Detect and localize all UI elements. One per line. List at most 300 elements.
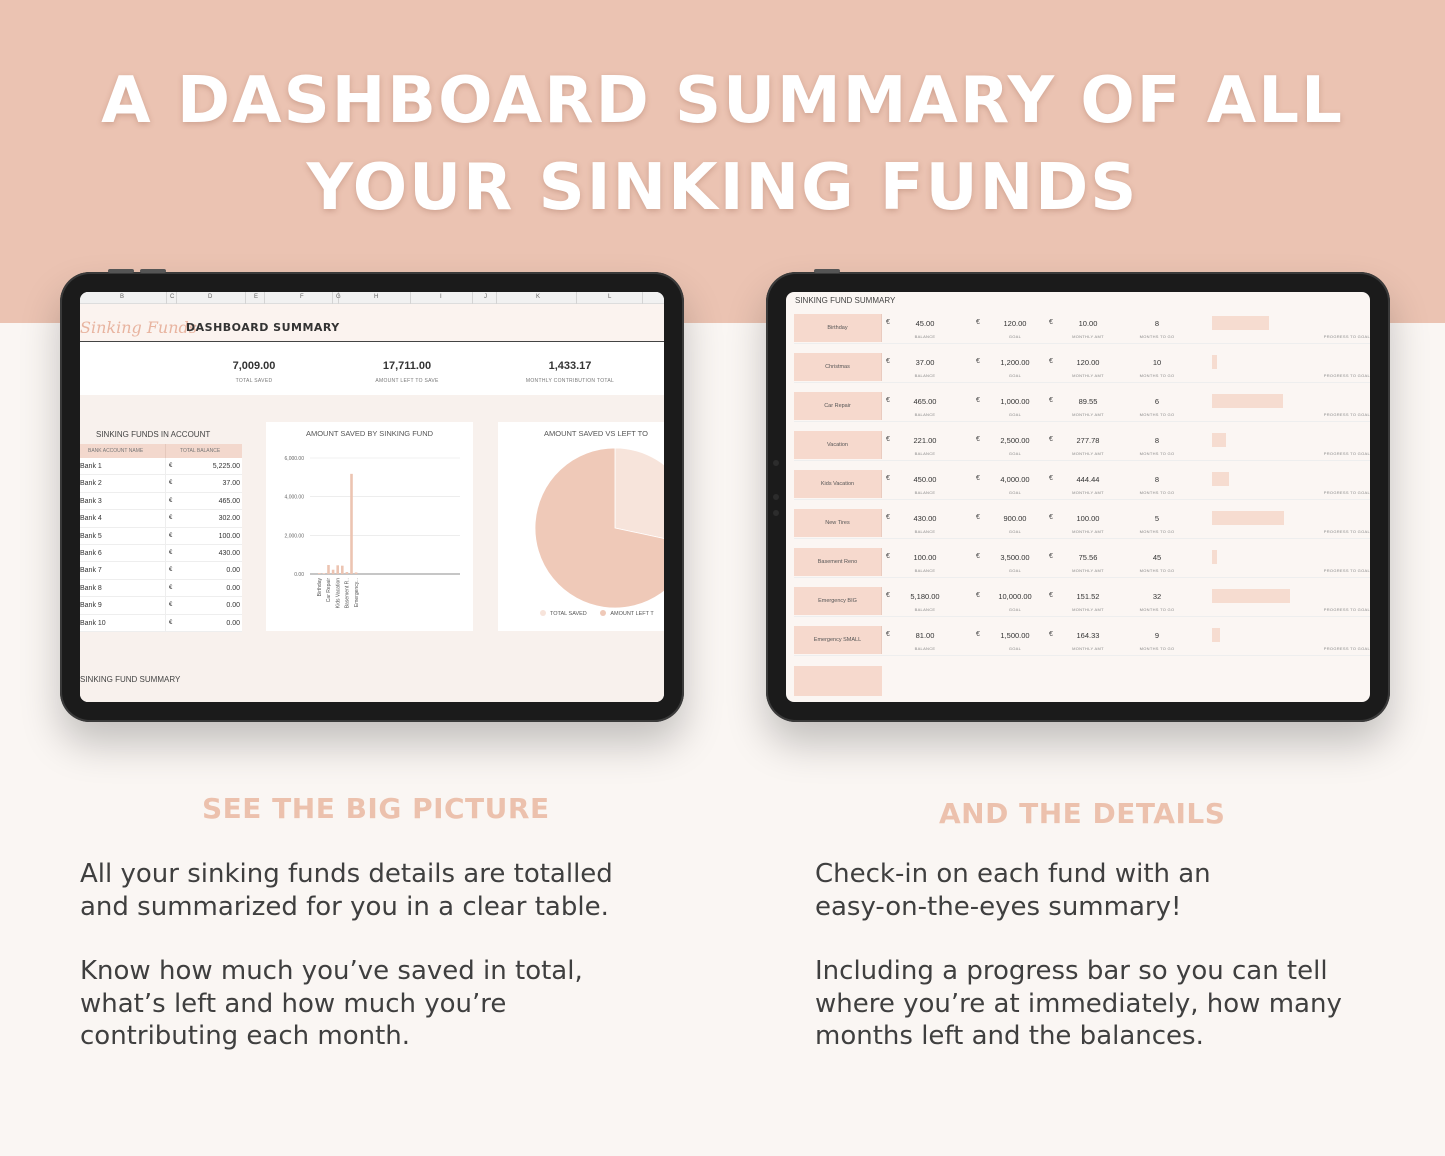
bar	[323, 573, 326, 574]
bar	[332, 570, 335, 574]
months-label: MONTHS TO GO	[1139, 451, 1175, 456]
headline	[0, 58, 1445, 232]
column-letter: B	[120, 294, 125, 300]
progress-fill	[1212, 511, 1284, 525]
camera-dot	[773, 510, 779, 516]
bank-name: Bank 4	[80, 510, 166, 526]
accounts-table	[80, 428, 242, 632]
balance-label: BALANCE	[914, 373, 936, 378]
currency-symbol: €	[886, 358, 890, 365]
progress-bar	[1212, 433, 1362, 447]
accounts-title: SINKING FUNDS IN ACCOUNT	[96, 430, 211, 439]
balance-cell	[886, 626, 956, 656]
months-value: 8	[1154, 475, 1160, 484]
currency-symbol: €	[886, 436, 890, 443]
pie-legend	[540, 610, 654, 617]
goal-cell	[976, 626, 1046, 656]
column-letter: L	[608, 294, 612, 300]
currency-symbol: €	[886, 592, 890, 599]
dashboard-title: DASHBOARD SUMMARY	[186, 321, 340, 334]
column-letter: I	[440, 294, 442, 300]
balance-label: BALANCE	[914, 568, 936, 573]
fund-row	[794, 353, 1370, 383]
currency-symbol: €	[1049, 436, 1053, 443]
currency-symbol: €	[976, 397, 980, 404]
table-row	[80, 510, 242, 527]
y-tick-label: 6,000.00	[284, 456, 304, 462]
currency-symbol: €	[1049, 592, 1053, 599]
bank-name: Bank 2	[80, 475, 166, 491]
progress-label: PROGRESS TO GOAL	[1323, 451, 1370, 456]
text-line: easy-on-the-eyes summary!	[815, 891, 1182, 922]
goal-label: GOAL	[1008, 646, 1022, 651]
progress-bar	[1212, 316, 1362, 330]
bank-balance: 0.00	[226, 567, 240, 575]
months-value: 10	[1152, 358, 1162, 367]
currency-symbol: €	[1049, 514, 1053, 521]
goal-cell	[976, 431, 1046, 461]
monthly-label: MONTHLY AMT	[1072, 412, 1104, 417]
y-tick-label: 4,000.00	[284, 494, 304, 501]
right-paragraph-1	[815, 858, 1211, 923]
currency-symbol: €	[169, 463, 173, 469]
camera-dot	[773, 460, 779, 466]
table-row	[80, 562, 242, 579]
monthly-value: 444.44	[1076, 475, 1100, 484]
progress-fill	[1212, 628, 1220, 642]
currency-symbol: €	[886, 397, 890, 404]
currency-symbol: €	[976, 553, 980, 560]
months-cell	[1118, 431, 1188, 461]
currency-symbol: €	[976, 436, 980, 443]
balance-label: BALANCE	[914, 646, 936, 651]
currency-symbol: €	[886, 553, 890, 560]
currency-symbol: €	[976, 358, 980, 365]
monthly-cell	[1049, 353, 1119, 383]
legend-label: TOTAL SAVED	[550, 611, 587, 617]
months-cell	[1118, 353, 1188, 383]
months-cell	[1118, 392, 1188, 422]
currency-symbol: €	[169, 532, 173, 539]
pie-chart-panel	[498, 422, 664, 631]
currency-symbol: €	[976, 319, 980, 326]
y-tick-label: 0.00	[294, 572, 304, 578]
currency-symbol: €	[886, 631, 890, 638]
balance-value: 45.00	[915, 319, 935, 328]
progress-label: PROGRESS TO GOAL	[1323, 607, 1370, 612]
text-line: where you’re at immediately, how many	[815, 988, 1342, 1019]
balance-value: 81.00	[915, 631, 935, 640]
balance-cell	[886, 470, 956, 500]
legend-label: AMOUNT LEFT T	[610, 611, 654, 617]
currency-symbol: €	[1049, 553, 1053, 560]
kpi-total-saved	[174, 360, 334, 384]
kpi-band	[80, 343, 664, 395]
progress-bar	[1212, 589, 1362, 603]
fund-name: Christmas	[794, 353, 882, 381]
text-line: Know how much you’ve saved in total,	[80, 956, 583, 986]
balance-value: 450.00	[913, 475, 937, 484]
details-screen	[786, 292, 1370, 702]
balance-value: 100.00	[913, 553, 937, 562]
bank-balance: 465.00	[218, 497, 240, 505]
legend-swatch	[600, 610, 606, 616]
currency-symbol: €	[886, 514, 890, 521]
column-letter: E	[254, 294, 259, 300]
left-paragraph-1	[80, 858, 613, 923]
kpi-label: TOTAL SAVED	[235, 378, 273, 384]
x-tick-label: Kids Vacation	[335, 578, 342, 609]
progress-fill	[1212, 316, 1269, 330]
tablet-button	[140, 269, 166, 273]
monthly-value: 89.55	[1078, 397, 1098, 406]
currency-symbol: €	[1049, 358, 1053, 365]
monthly-cell	[1049, 314, 1119, 344]
goal-value: 2,500.00	[1000, 436, 1030, 445]
column-header: TOTAL BALANCE	[180, 448, 221, 454]
kpi-label: MONTHLY CONTRIBUTION TOTAL	[525, 378, 615, 384]
left-tablet	[60, 272, 684, 722]
bank-balance: 0.00	[226, 584, 240, 592]
fund-row	[794, 626, 1370, 656]
bank-name: Bank 10	[80, 615, 166, 631]
bar	[355, 572, 358, 574]
fund-name: Basement Reno	[794, 548, 882, 576]
goal-label: GOAL	[1008, 412, 1022, 417]
currency-symbol: €	[1049, 631, 1053, 638]
headline-line-2: YOUR SINKING FUNDS	[306, 151, 1139, 225]
goal-value: 120.00	[1003, 319, 1027, 328]
monthly-cell	[1049, 548, 1119, 578]
progress-label: PROGRESS TO GOAL	[1323, 373, 1370, 378]
balance-cell	[886, 548, 956, 578]
months-label: MONTHS TO GO	[1139, 529, 1175, 534]
bar	[346, 572, 349, 574]
balance-label: BALANCE	[914, 607, 936, 612]
bank-balance: 0.00	[226, 602, 240, 610]
headline-line-1: A DASHBOARD SUMMARY OF ALL	[101, 64, 1344, 138]
progress-bar	[1212, 472, 1362, 486]
progress-bar	[1212, 550, 1362, 564]
monthly-label: MONTHLY AMT	[1072, 529, 1104, 534]
bank-name: Bank 9	[80, 597, 166, 613]
details-title: SINKING FUND SUMMARY	[795, 296, 896, 305]
balance-cell	[886, 353, 956, 383]
progress-fill	[1212, 355, 1217, 369]
dashboard-header	[80, 304, 664, 342]
monthly-label: MONTHLY AMT	[1072, 490, 1104, 495]
fund-name: Emergency BIG	[794, 587, 882, 615]
progress-bar	[1212, 511, 1362, 525]
months-value: 9	[1154, 631, 1160, 640]
column-letter: C	[170, 294, 175, 300]
x-tick-label: Emergency...	[353, 578, 360, 608]
goal-label: GOAL	[1008, 529, 1022, 534]
monthly-value: 277.78	[1076, 436, 1100, 445]
balance-cell	[886, 509, 956, 539]
balance-cell	[886, 587, 956, 617]
y-tick-label: 2,000.00	[284, 533, 304, 540]
pie-chart-title: AMOUNT SAVED VS LEFT TO	[544, 429, 648, 438]
goal-value: 3,500.00	[1000, 553, 1030, 562]
column-letter: H	[374, 294, 379, 300]
currency-symbol: €	[886, 475, 890, 482]
goal-value: 900.00	[1003, 514, 1027, 523]
progress-label: PROGRESS TO GOAL	[1323, 646, 1370, 651]
monthly-label: MONTHLY AMT	[1072, 373, 1104, 378]
bank-name: Bank 6	[80, 545, 166, 561]
fund-name-cell	[794, 666, 882, 696]
dashboard-screen	[80, 292, 664, 702]
bank-name: Bank 5	[80, 528, 166, 544]
currency-symbol: €	[169, 549, 173, 556]
progress-fill	[1212, 589, 1290, 603]
balance-cell	[886, 392, 956, 422]
right-subheading: AND THE DETAILS	[939, 797, 1226, 830]
bank-balance: 302.00	[218, 515, 240, 523]
currency-symbol: €	[169, 584, 173, 591]
bar-chart-title: AMOUNT SAVED BY SINKING FUND	[305, 429, 434, 438]
bank-name: Bank 8	[80, 580, 166, 596]
progress-label: PROGRESS TO GOAL	[1323, 568, 1370, 573]
table-row	[80, 475, 242, 492]
goal-cell	[976, 509, 1046, 539]
text-line: and summarized for you in a clear table.	[80, 891, 609, 922]
goal-label: GOAL	[1008, 334, 1022, 339]
column-letter: J	[484, 294, 487, 300]
balance-label: BALANCE	[914, 334, 936, 339]
kpi-value: 1,433.17	[548, 360, 592, 372]
tablet-button	[108, 269, 134, 273]
sinking-fund-summary-label: SINKING FUND SUMMARY	[80, 675, 181, 684]
monthly-value: 100.00	[1076, 514, 1100, 523]
text-line: what’s left and how much you’re	[80, 988, 507, 1019]
currency-symbol: €	[169, 567, 173, 574]
table-row	[80, 597, 242, 614]
progress-fill	[1212, 472, 1229, 486]
balance-cell	[886, 431, 956, 461]
goal-label: GOAL	[1008, 568, 1022, 573]
empty-fund-row	[794, 666, 1370, 696]
currency-symbol: €	[169, 515, 173, 522]
monthly-cell	[1049, 392, 1119, 422]
progress-bar	[1212, 355, 1362, 369]
progress-bar	[1212, 628, 1362, 642]
right-paragraph-2	[815, 955, 1342, 1053]
left-paragraph-2	[80, 955, 583, 1053]
goal-value: 1,200.00	[1000, 358, 1030, 367]
bank-balance: 5,225.00	[212, 463, 240, 470]
bar	[318, 573, 321, 574]
monthly-label: MONTHLY AMT	[1072, 646, 1104, 651]
bar-chart-panel	[266, 422, 473, 631]
table-row	[80, 615, 242, 632]
kpi-amount-left	[327, 360, 487, 384]
right-tablet	[766, 272, 1390, 722]
bank-name: Bank 3	[80, 493, 166, 509]
months-label: MONTHS TO GO	[1139, 568, 1175, 573]
kpi-value: 7,009.00	[232, 360, 276, 372]
monthly-cell	[1049, 509, 1119, 539]
monthly-value: 75.56	[1078, 553, 1098, 562]
text-line: Including a progress bar so you can tell	[815, 956, 1328, 986]
monthly-cell	[1049, 470, 1119, 500]
monthly-label: MONTHLY AMT	[1072, 451, 1104, 456]
months-value: 6	[1154, 397, 1160, 406]
pie-chart	[498, 422, 664, 631]
goal-cell	[976, 587, 1046, 617]
currency-symbol: €	[1049, 319, 1053, 326]
monthly-label: MONTHLY AMT	[1072, 607, 1104, 612]
text-line: contributing each month.	[80, 1021, 411, 1051]
bank-name: Bank 1	[80, 458, 166, 474]
currency-symbol: €	[169, 619, 173, 626]
table-row	[80, 493, 242, 510]
months-value: 8	[1154, 436, 1160, 445]
months-cell	[1118, 548, 1188, 578]
goal-value: 1,500.00	[1000, 631, 1030, 640]
progress-label: PROGRESS TO GOAL	[1323, 334, 1370, 339]
months-label: MONTHS TO GO	[1139, 412, 1175, 417]
bank-name: Bank 7	[80, 562, 166, 578]
goal-value: 4,000.00	[1000, 475, 1030, 484]
bank-balance: 100.00	[218, 532, 240, 540]
months-label: MONTHS TO GO	[1139, 373, 1175, 378]
text-line: months left and the balances.	[815, 1021, 1204, 1051]
balance-label: BALANCE	[914, 412, 936, 417]
months-label: MONTHS TO GO	[1139, 607, 1175, 612]
fund-row	[794, 470, 1370, 500]
months-cell	[1118, 626, 1188, 656]
balance-value: 465.00	[913, 397, 937, 406]
progress-label: PROGRESS TO GOAL	[1323, 490, 1370, 495]
balance-value: 430.00	[913, 514, 937, 523]
monthly-cell	[1049, 626, 1119, 656]
brand-script: Sinking Funds	[80, 318, 197, 337]
currency-symbol: €	[976, 592, 980, 599]
months-cell	[1118, 314, 1188, 344]
column-header: BANK ACCOUNT NAME	[80, 444, 166, 458]
currency-symbol: €	[169, 497, 173, 504]
fund-name: Kids Vacation	[794, 470, 882, 498]
fund-name: Birthday	[794, 314, 882, 342]
monthly-cell	[1049, 431, 1119, 461]
progress-bar	[1212, 394, 1362, 408]
goal-cell	[976, 470, 1046, 500]
currency-symbol: €	[976, 475, 980, 482]
months-label: MONTHS TO GO	[1139, 646, 1175, 651]
goal-value: 10,000.00	[998, 592, 1032, 601]
months-value: 45	[1152, 553, 1162, 562]
goal-label: GOAL	[1008, 451, 1022, 456]
months-label: MONTHS TO GO	[1139, 490, 1175, 495]
months-cell	[1118, 470, 1188, 500]
monthly-value: 151.52	[1076, 592, 1100, 601]
text-line: Check-in on each fund with an	[815, 859, 1211, 889]
goal-value: 1,000.00	[1000, 397, 1030, 406]
goal-label: GOAL	[1008, 373, 1022, 378]
fund-name: Car Repair	[794, 392, 882, 420]
fund-name: Emergency SMALL	[794, 626, 882, 654]
bar	[336, 565, 339, 574]
fund-name: New Tires	[794, 509, 882, 537]
kpi-monthly-contribution	[490, 360, 650, 384]
legend-swatch	[540, 610, 546, 616]
goal-cell	[976, 548, 1046, 578]
table-row	[80, 545, 242, 562]
currency-symbol: €	[1049, 475, 1053, 482]
monthly-value: 120.00	[1076, 358, 1100, 367]
text-line: All your sinking funds details are totalled	[80, 859, 613, 889]
left-subheading: SEE THE BIG PICTURE	[202, 792, 550, 825]
fund-row	[794, 509, 1370, 539]
balance-value: 221.00	[913, 436, 937, 445]
bank-balance: 37.00	[222, 480, 240, 488]
tablet-button	[814, 269, 840, 273]
monthly-label: MONTHLY AMT	[1072, 334, 1104, 339]
x-tick-label: Car Repair	[326, 578, 333, 603]
column-letter: G	[336, 294, 341, 300]
months-cell	[1118, 587, 1188, 617]
fund-name: Vacation	[794, 431, 882, 459]
balance-value: 5,180.00	[910, 592, 940, 601]
column-letter: D	[208, 294, 213, 300]
monthly-value: 10.00	[1078, 319, 1098, 328]
kpi-label: AMOUNT LEFT TO SAVE	[375, 378, 439, 384]
currency-symbol: €	[169, 480, 173, 487]
table-row	[80, 580, 242, 597]
progress-label: PROGRESS TO GOAL	[1323, 412, 1370, 417]
bar-chart	[266, 422, 473, 631]
balance-label: BALANCE	[914, 529, 936, 534]
fund-row	[794, 587, 1370, 617]
goal-label: GOAL	[1008, 490, 1022, 495]
goal-cell	[976, 353, 1046, 383]
kpi-value: 17,711.00	[382, 360, 432, 372]
months-cell	[1118, 509, 1188, 539]
bar	[327, 565, 330, 574]
fund-row	[794, 392, 1370, 422]
currency-symbol: €	[886, 319, 890, 326]
bank-balance: 430.00	[218, 549, 240, 557]
currency-symbol: €	[169, 602, 173, 609]
bar	[341, 566, 344, 574]
table-row	[80, 458, 242, 475]
table-row	[80, 528, 242, 545]
monthly-label: MONTHLY AMT	[1072, 568, 1104, 573]
progress-label: PROGRESS TO GOAL	[1323, 529, 1370, 534]
x-tick-label: Basement R..	[344, 578, 351, 609]
months-label: MONTHS TO GO	[1139, 334, 1175, 339]
balance-label: BALANCE	[914, 490, 936, 495]
bar	[350, 474, 353, 574]
months-value: 5	[1154, 514, 1160, 523]
currency-symbol: €	[976, 514, 980, 521]
goal-cell	[976, 392, 1046, 422]
progress-fill	[1212, 394, 1283, 408]
camera-dot	[773, 494, 779, 500]
currency-symbol: €	[976, 631, 980, 638]
progress-fill	[1212, 433, 1226, 447]
progress-fill	[1212, 550, 1217, 564]
months-value: 8	[1154, 319, 1160, 328]
goal-label: GOAL	[1008, 607, 1022, 612]
column-letter: K	[536, 294, 541, 300]
bank-balance: 0.00	[226, 619, 240, 627]
column-header-bar	[80, 292, 664, 304]
balance-label: BALANCE	[914, 451, 936, 456]
fund-row	[794, 548, 1370, 578]
